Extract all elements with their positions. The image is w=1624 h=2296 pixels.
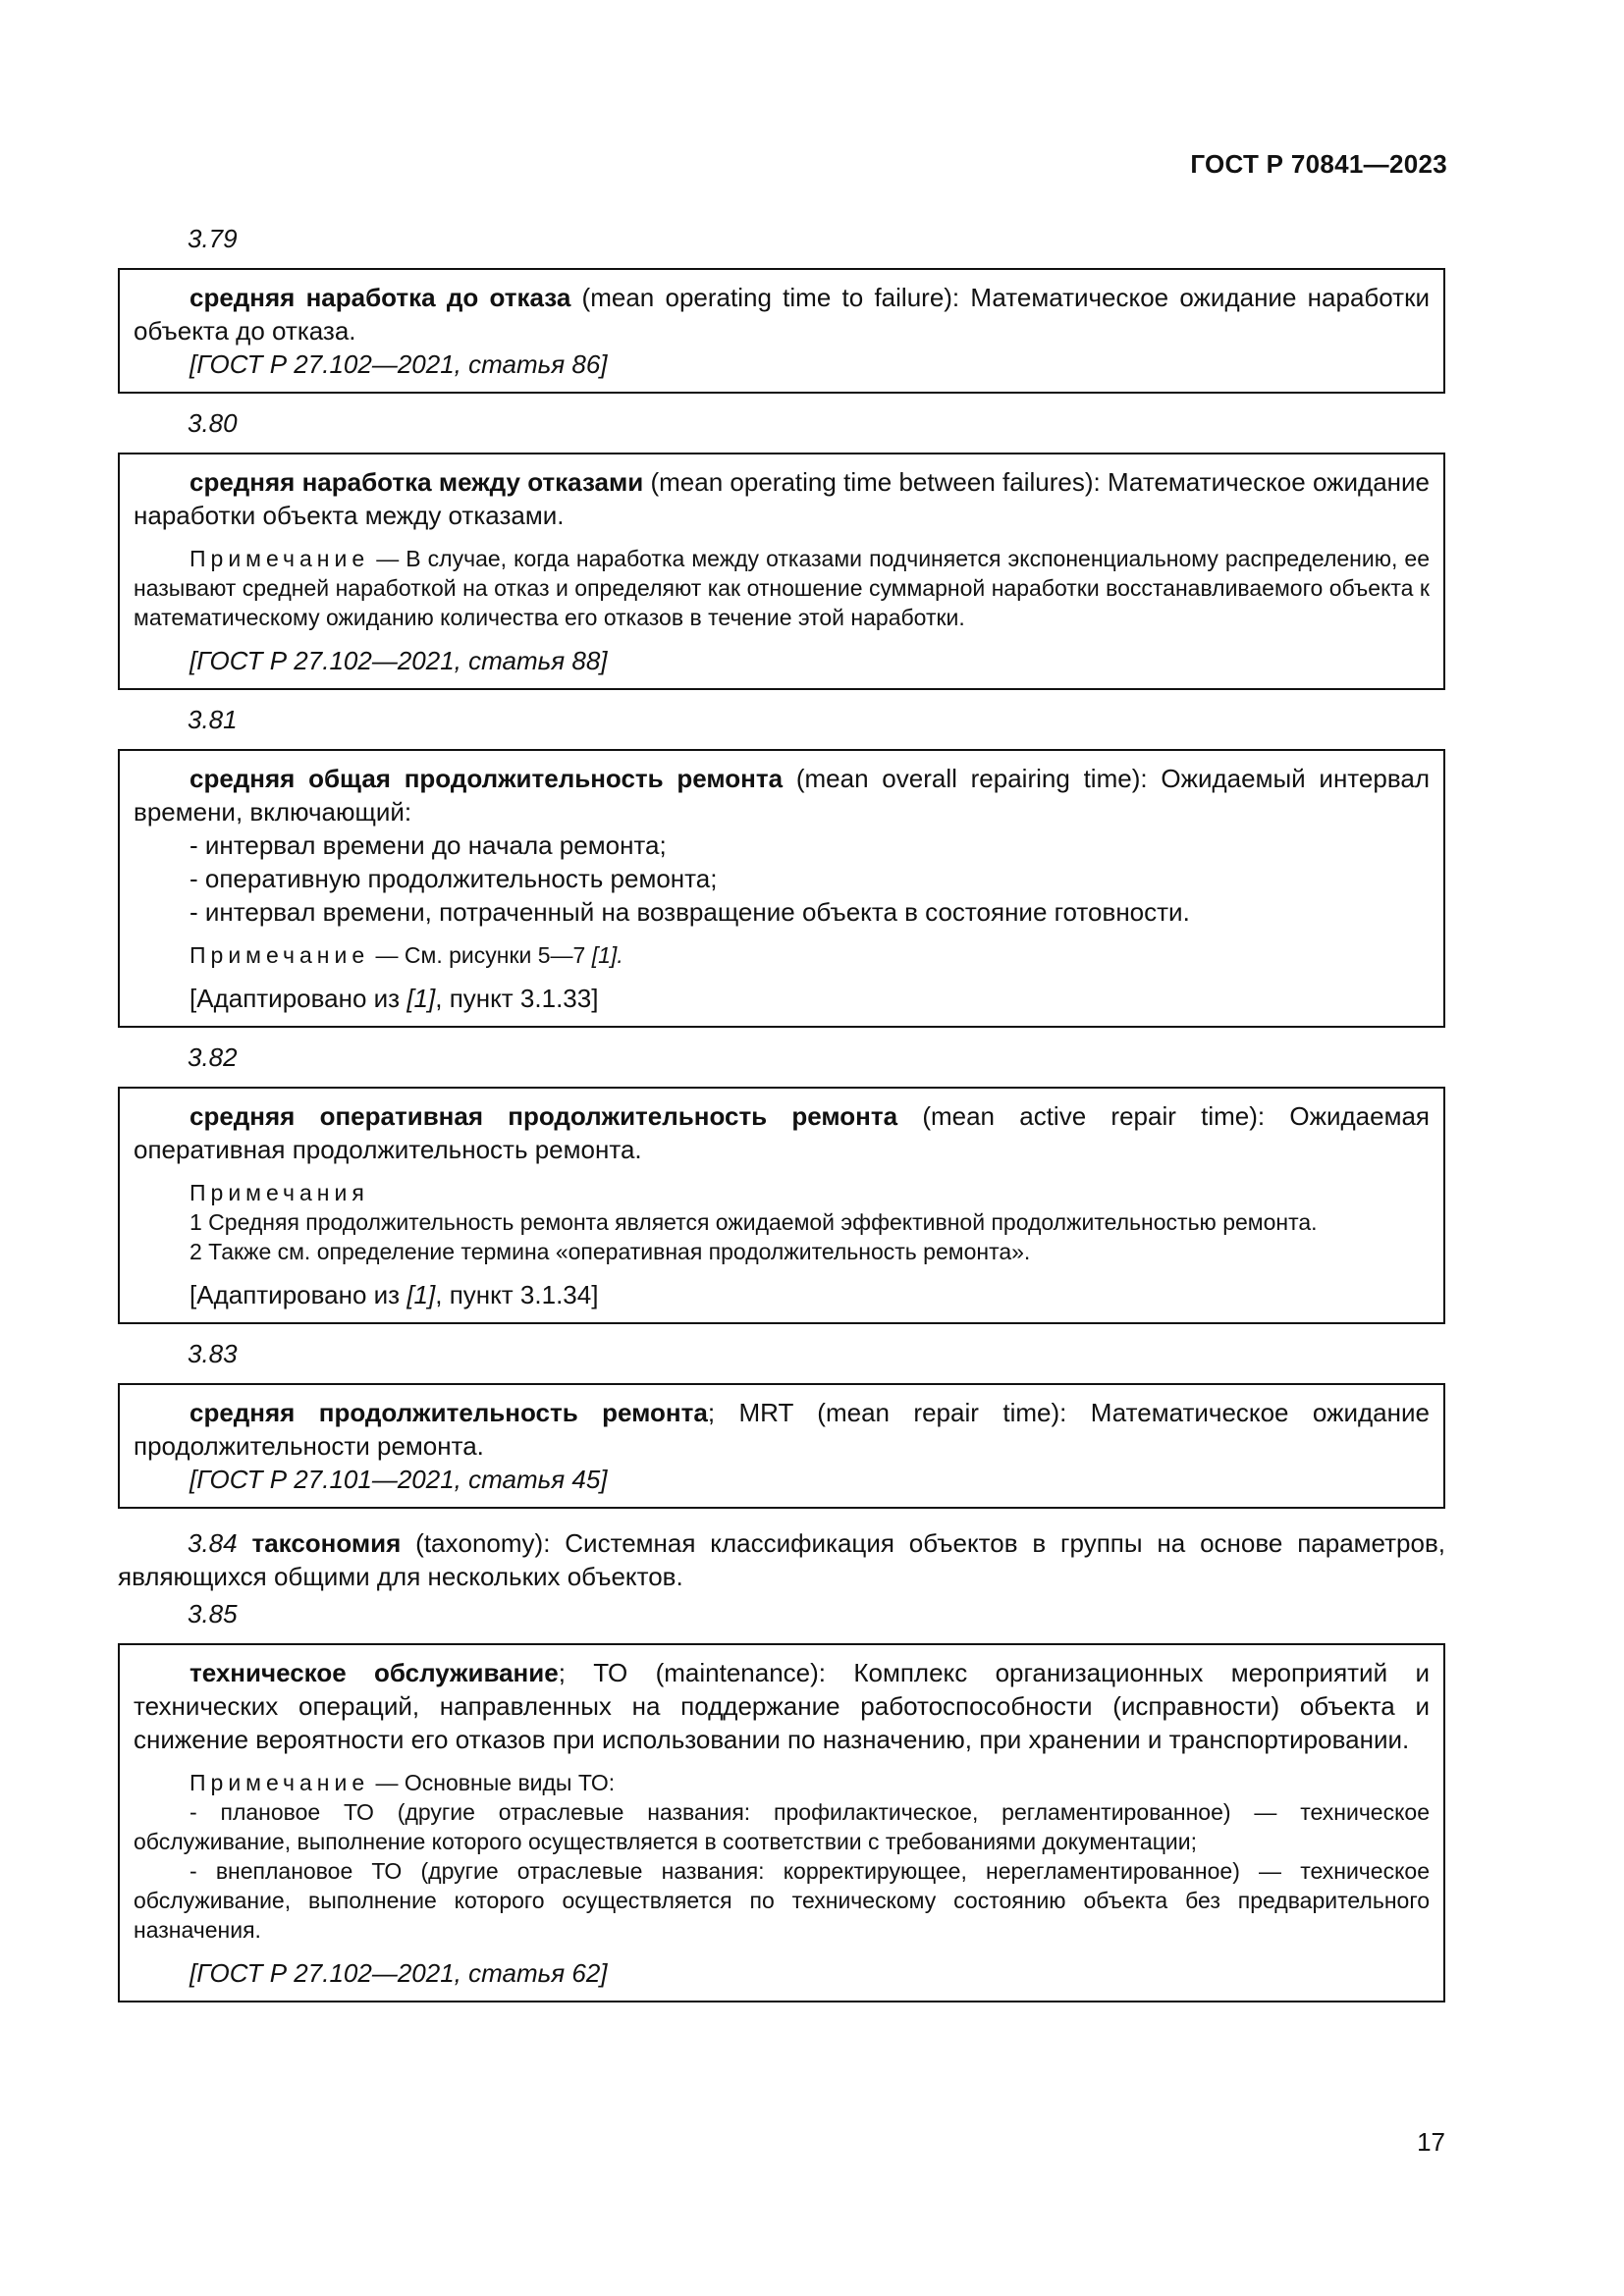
- term-name: средняя продолжительность ремонта: [189, 1398, 708, 1427]
- bibliography-reference: [1].: [591, 942, 623, 968]
- entry-number: 3.80: [188, 408, 238, 438]
- source-suffix: , пункт 3.1.34]: [435, 1280, 599, 1309]
- source-reference: [134, 982, 1430, 1015]
- note: [134, 1768, 1430, 1797]
- definition-text: (mean operating time to failure): Математическое ожидание наработки объекта до отказа.: [134, 283, 1430, 346]
- source-reference: [ГОСТ Р 27.102—2021, статья 62]: [189, 1958, 608, 1988]
- term-definition: [134, 1396, 1430, 1463]
- bibliography-reference: [1]: [406, 984, 436, 1013]
- source-reference: [134, 1278, 1430, 1311]
- entry-number: 3.82: [188, 1042, 238, 1072]
- note-label: Примечание: [189, 942, 370, 968]
- entry-number: 3.85: [188, 1599, 238, 1629]
- term-definition: [134, 465, 1430, 532]
- term-definition: [134, 1099, 1430, 1166]
- entry-number: 3.79: [188, 224, 238, 253]
- term-box: [118, 268, 1445, 394]
- bibliography-reference: [1]: [406, 1280, 436, 1309]
- term-definition: [134, 281, 1430, 347]
- note: [134, 940, 1430, 970]
- entry-number: 3.81: [188, 705, 238, 734]
- term-name: техническое обслуживание: [189, 1658, 559, 1687]
- note-text: — Основные виды ТО:: [369, 1770, 616, 1795]
- definition-text: ; ТО (maintenance): Комплекс организационных мероприятий и технических операций, направленных на поддержание работоспособности (исправности) объекта и снижение вероятности его отказов при использовании по назначению, при хранении и транспортировании.: [134, 1658, 1430, 1754]
- note-text: — См. рисунки 5—7: [369, 942, 592, 968]
- notes-label: Примечания: [189, 1180, 369, 1205]
- list-item: - интервал времени до начала ремонта;: [189, 830, 667, 860]
- term-definition: [134, 1656, 1430, 1756]
- entry-number: 3.83: [188, 1339, 238, 1368]
- term-box: [118, 1383, 1445, 1509]
- term-name: средняя оперативная продолжительность ремонта: [189, 1101, 898, 1131]
- source-reference: [ГОСТ Р 27.102—2021, статья 88]: [189, 646, 608, 675]
- definition-text: (mean active repair time): Ожидаемая оперативная продолжительность ремонта.: [134, 1101, 1430, 1164]
- term-name: средняя наработка до отказа: [189, 283, 571, 312]
- note-item: - плановое ТО (другие отраслевые названия: профилактическое, регламентированное) — техническое обслуживание, выполнение которого осуществляется в соответствии с требованиями документации;: [134, 1799, 1430, 1854]
- term-name: средняя общая продолжительность ремонта: [189, 764, 784, 793]
- list-item: - оперативную продолжительность ремонта;: [189, 864, 718, 893]
- note-label: Примечание: [189, 1770, 370, 1795]
- term-box: [118, 453, 1445, 690]
- term-box: [118, 749, 1445, 1028]
- definition-text: (taxonomy): Системная классификация объектов в группы на основе параметров, являющихся общими для нескольких объектов.: [118, 1528, 1445, 1591]
- note-item: - внеплановое ТО (другие отраслевые названия: корректирующее, нерегламентированное) — техническое обслуживание, выполнение которого осуществляется по техническому состоянию объекта без предварительного назначения.: [134, 1858, 1430, 1943]
- note-label: Примечание: [189, 546, 370, 571]
- definition-text: (mean operating time between failures): Математическое ожидание наработки объекта между отказами.: [134, 467, 1431, 530]
- entry-number: 3.84: [188, 1528, 238, 1558]
- note: [134, 544, 1430, 632]
- source-reference: [ГОСТ Р 27.102—2021, статья 86]: [189, 349, 608, 379]
- source-prefix: [Адаптировано из: [189, 1280, 407, 1309]
- terms-content: [118, 222, 1445, 2015]
- definition-text: (mean overall repairing time): Ожидаемый интервал времени, включающий:: [134, 764, 1430, 827]
- note-item: 2 Также см. определение термина «оперативная продолжительность ремонта».: [189, 1239, 1031, 1264]
- note-item: 1 Средняя продолжительность ремонта является ожидаемой эффективной продолжительностью ремонта.: [189, 1209, 1318, 1235]
- note-text: — В случае, когда наработка между отказами подчиняется экспоненциальному распределению, ее называют средней наработкой на отказ и определяют как отношение суммарной наработки восстанавливаемого объекта к математическому ожиданию количества его отказов в течение этой наработки.: [134, 546, 1430, 630]
- term-name: средняя наработка между отказами: [189, 467, 644, 497]
- term-name: таксономия: [251, 1528, 402, 1558]
- term-box: [118, 1087, 1445, 1324]
- source-suffix: , пункт 3.1.33]: [435, 984, 599, 1013]
- definition-text: ; MRT (mean repair time): Математическое ожидание продолжительности ремонта.: [134, 1398, 1430, 1461]
- list-item: - интервал времени, потраченный на возвращение объекта в состояние готовности.: [189, 897, 1190, 927]
- document-code: ГОСТ Р 70841—2023: [1190, 149, 1447, 179]
- term-box: [118, 1643, 1445, 2002]
- term-definition-unboxed: [118, 1526, 1445, 1593]
- term-definition: [134, 762, 1430, 828]
- source-reference: [ГОСТ Р 27.101—2021, статья 45]: [189, 1465, 608, 1494]
- source-prefix: [Адаптировано из: [189, 984, 407, 1013]
- page-number: 17: [1417, 2127, 1445, 2157]
